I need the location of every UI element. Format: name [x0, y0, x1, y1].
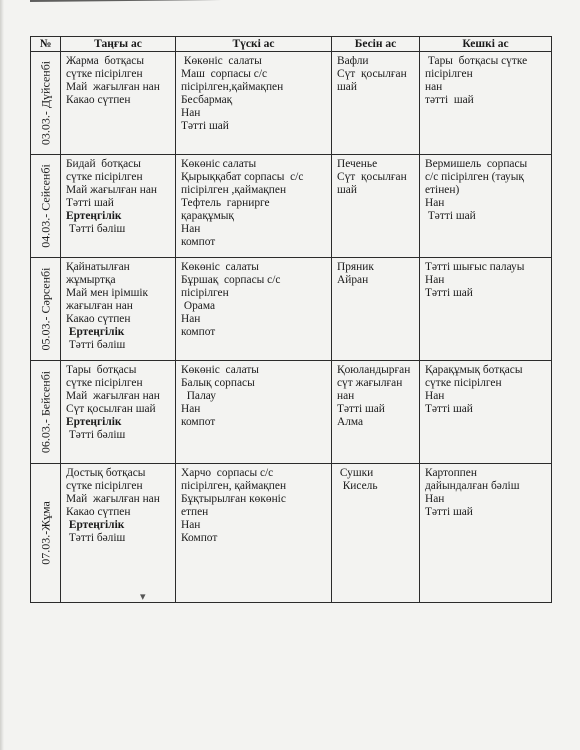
- menu-item: Тәтті шай: [425, 506, 473, 518]
- menu-item: Тәтті шығыс палауы: [425, 261, 525, 273]
- menu-item: Тәтті бәліш: [66, 223, 126, 235]
- dinner-cell: [420, 258, 552, 361]
- snack-cell: [332, 361, 420, 464]
- menu-item: с/с пісірілген (тауық: [425, 171, 524, 183]
- day-label: 04.03.- Сейсенбі: [38, 164, 52, 248]
- menu-item: Тәтті шай: [66, 197, 114, 209]
- menu-item: Балық сорпасы: [181, 377, 255, 389]
- scan-speck: ▾: [140, 591, 146, 603]
- day-cell: [31, 361, 61, 464]
- menu-item: етінен): [425, 184, 460, 196]
- lunch-cell: [176, 52, 332, 155]
- header-lunch: Түскі ас: [176, 37, 332, 52]
- menu-item: Бесбармақ: [181, 94, 233, 106]
- menu-item: Май жағылған нан: [66, 493, 160, 505]
- menu-item: Алма: [337, 416, 364, 428]
- breakfast-cell: [61, 52, 176, 155]
- breakfast-cell: [61, 361, 176, 464]
- menu-item: Нан: [181, 519, 201, 531]
- header-row: [31, 37, 552, 52]
- menu-item: Нан: [425, 390, 445, 402]
- menu-item: Май жағылған нан: [66, 184, 157, 196]
- menu-item: тәтті шай: [425, 94, 474, 106]
- menu-item: шай: [337, 81, 357, 93]
- table-row: [31, 52, 552, 155]
- menu-item: Қарақұмық ботқасы: [425, 364, 523, 376]
- menu-item: Тәтті шай: [425, 210, 476, 222]
- menu-item: Тәтті бәліш: [66, 429, 126, 441]
- menu-item: сүтке пісірілген: [425, 377, 502, 389]
- menu-item: Тефтель гарнирге: [181, 197, 270, 209]
- menu-item: Бұқтырылған көкөніс: [181, 493, 286, 505]
- lunch-cell: [176, 155, 332, 258]
- weekly-menu-table: [30, 36, 552, 603]
- menu-item: Май жағылған нан: [66, 81, 160, 93]
- menu-item: Тәтті шай: [181, 120, 229, 132]
- header-breakfast: Таңғы ас: [61, 37, 176, 52]
- menu-item: қарақұмық: [181, 210, 234, 222]
- lunch-cell: [176, 464, 332, 603]
- table-row: [31, 155, 552, 258]
- menu-item: Маш сорпасы с/с: [181, 68, 268, 80]
- dinner-cell: [420, 52, 552, 155]
- menu-item: Май мен ірімшік: [66, 287, 149, 299]
- menu-item: Нан: [425, 197, 445, 209]
- menu-item: Сүт қосылған: [337, 171, 407, 183]
- menu-item: Қырыққабат сорпасы с/с: [181, 171, 304, 183]
- menu-item: компот: [181, 416, 216, 428]
- menu-item: Нан: [181, 107, 201, 119]
- menu-item: пісірілген: [425, 68, 473, 80]
- menu-item: Достық ботқасы: [66, 467, 146, 479]
- breakfast-cell: [61, 155, 176, 258]
- dinner-cell: [420, 155, 552, 258]
- menu-item: Май жағылған нан: [66, 390, 160, 402]
- header-number: №: [31, 37, 61, 52]
- day-label: 06.03.- Бейсенбі: [38, 370, 52, 454]
- menu-item: Жарма ботқасы: [66, 55, 144, 67]
- menu-item: Бұршақ сорпасы с/с: [181, 274, 281, 286]
- menu-item: Тәтті бәліш: [66, 532, 126, 544]
- lunch-cell: [176, 258, 332, 361]
- table-row: [31, 464, 552, 603]
- menu-item: Орама: [181, 300, 216, 312]
- menu-item: Қоюландырған: [337, 364, 411, 376]
- menu-item: Сүт қосылған: [337, 68, 407, 80]
- menu-item: Вафли: [337, 55, 369, 67]
- menu-item: Сушки: [337, 467, 374, 479]
- snack-cell: [332, 155, 420, 258]
- menu-item: сүтке пісірілген: [66, 480, 143, 492]
- day-label: 05.03.- Сәрсенбі: [38, 267, 52, 351]
- menu-item: Пряник: [337, 261, 374, 273]
- menu-item: шай: [337, 184, 357, 196]
- menu-item: Тәтті шай: [425, 403, 473, 415]
- menu-item: жұмыртқа: [66, 274, 116, 286]
- menu-item: Кисель: [337, 480, 378, 492]
- menu-item: компот: [181, 236, 216, 248]
- menu-item: Палау: [181, 390, 216, 402]
- menu-item: Нан: [181, 313, 201, 325]
- menu-item: нан: [425, 81, 443, 93]
- menu-item: Нан: [181, 223, 201, 235]
- menu-item: Какао сүтпен: [66, 506, 131, 518]
- menu-item: Ертеңгілік: [66, 210, 122, 222]
- menu-item: компот: [181, 326, 216, 338]
- menu-item: етпен: [181, 506, 209, 518]
- menu-item: Ертеңгілік: [66, 519, 125, 531]
- menu-item: Көкөніс салаты: [181, 158, 257, 170]
- menu-item: Тәтті бәліш: [66, 339, 126, 351]
- dinner-cell: [420, 361, 552, 464]
- day-cell: [31, 155, 61, 258]
- menu-item: Бидай ботқасы: [66, 158, 141, 170]
- lunch-cell: [176, 361, 332, 464]
- menu-item: Вермишель сорпасы: [425, 158, 528, 170]
- menu-item: Компот: [181, 532, 218, 544]
- menu-item: Нан: [425, 493, 445, 505]
- menu-item: Көкөніс салаты: [181, 364, 259, 376]
- menu-item: Какао сүтпен: [66, 94, 131, 106]
- menu-item: сүтке пісірілген: [66, 171, 143, 183]
- day-cell: [31, 258, 61, 361]
- menu-item: пісірілген,қаймақпен: [181, 81, 284, 93]
- menu-item: Харчо сорпасы с/с: [181, 467, 274, 479]
- menu-item: пісірілген: [181, 287, 229, 299]
- menu-item: сүтке пісірілген: [66, 68, 143, 80]
- menu-item: Қайнатылған: [66, 261, 130, 273]
- menu-item: нан: [337, 390, 355, 402]
- day-label: 07.03.-Жұма: [38, 501, 52, 565]
- dinner-cell: [420, 464, 552, 603]
- menu-item: Тәтті шай: [337, 403, 385, 415]
- scan-edge: [0, 0, 4, 750]
- menu-item: Сүт қосылған шай: [66, 403, 156, 415]
- menu-item: сүт жағылған: [337, 377, 403, 389]
- menu-item: Какао сүтпен: [66, 313, 131, 325]
- snack-cell: [332, 52, 420, 155]
- breakfast-cell: [61, 258, 176, 361]
- snack-cell: [332, 258, 420, 361]
- menu-item: пісірілген ,қаймақпен: [181, 184, 287, 196]
- menu-item: Ертеңгілік: [66, 416, 122, 428]
- menu-item: Печенье: [337, 158, 378, 170]
- day-cell: [31, 464, 61, 603]
- menu-item: жағылған нан: [66, 300, 133, 312]
- menu-item: Көкөніс салаты: [181, 261, 259, 273]
- day-label: 03.03.- Дүйсенбі: [38, 60, 52, 146]
- table-row: [31, 361, 552, 464]
- menu-item: Картоппен: [425, 467, 477, 479]
- menu-item: Айран: [337, 274, 369, 286]
- table-row: [31, 258, 552, 361]
- day-cell: [31, 52, 61, 155]
- menu-item: пісірілген, қаймақпен: [181, 480, 287, 492]
- header-dinner: Кешкі ас: [420, 37, 552, 52]
- menu-item: Нан: [181, 403, 201, 415]
- menu-item: Тары ботқасы сүтке: [425, 55, 528, 67]
- scan-top-line: [30, 0, 550, 16]
- menu-item: Ертеңгілік: [66, 326, 125, 338]
- menu-item: сүтке пісірілген: [66, 377, 143, 389]
- menu-item: дайындалған бәліш: [425, 480, 520, 492]
- menu-item: Тары ботқасы: [66, 364, 137, 376]
- breakfast-cell: [61, 464, 176, 603]
- snack-cell: [332, 464, 420, 603]
- menu-item: Нан: [425, 274, 445, 286]
- menu-item: Тәтті шай: [425, 287, 473, 299]
- header-snack: Бесін ас: [332, 37, 420, 52]
- menu-item: Көкөніс салаты: [181, 55, 262, 67]
